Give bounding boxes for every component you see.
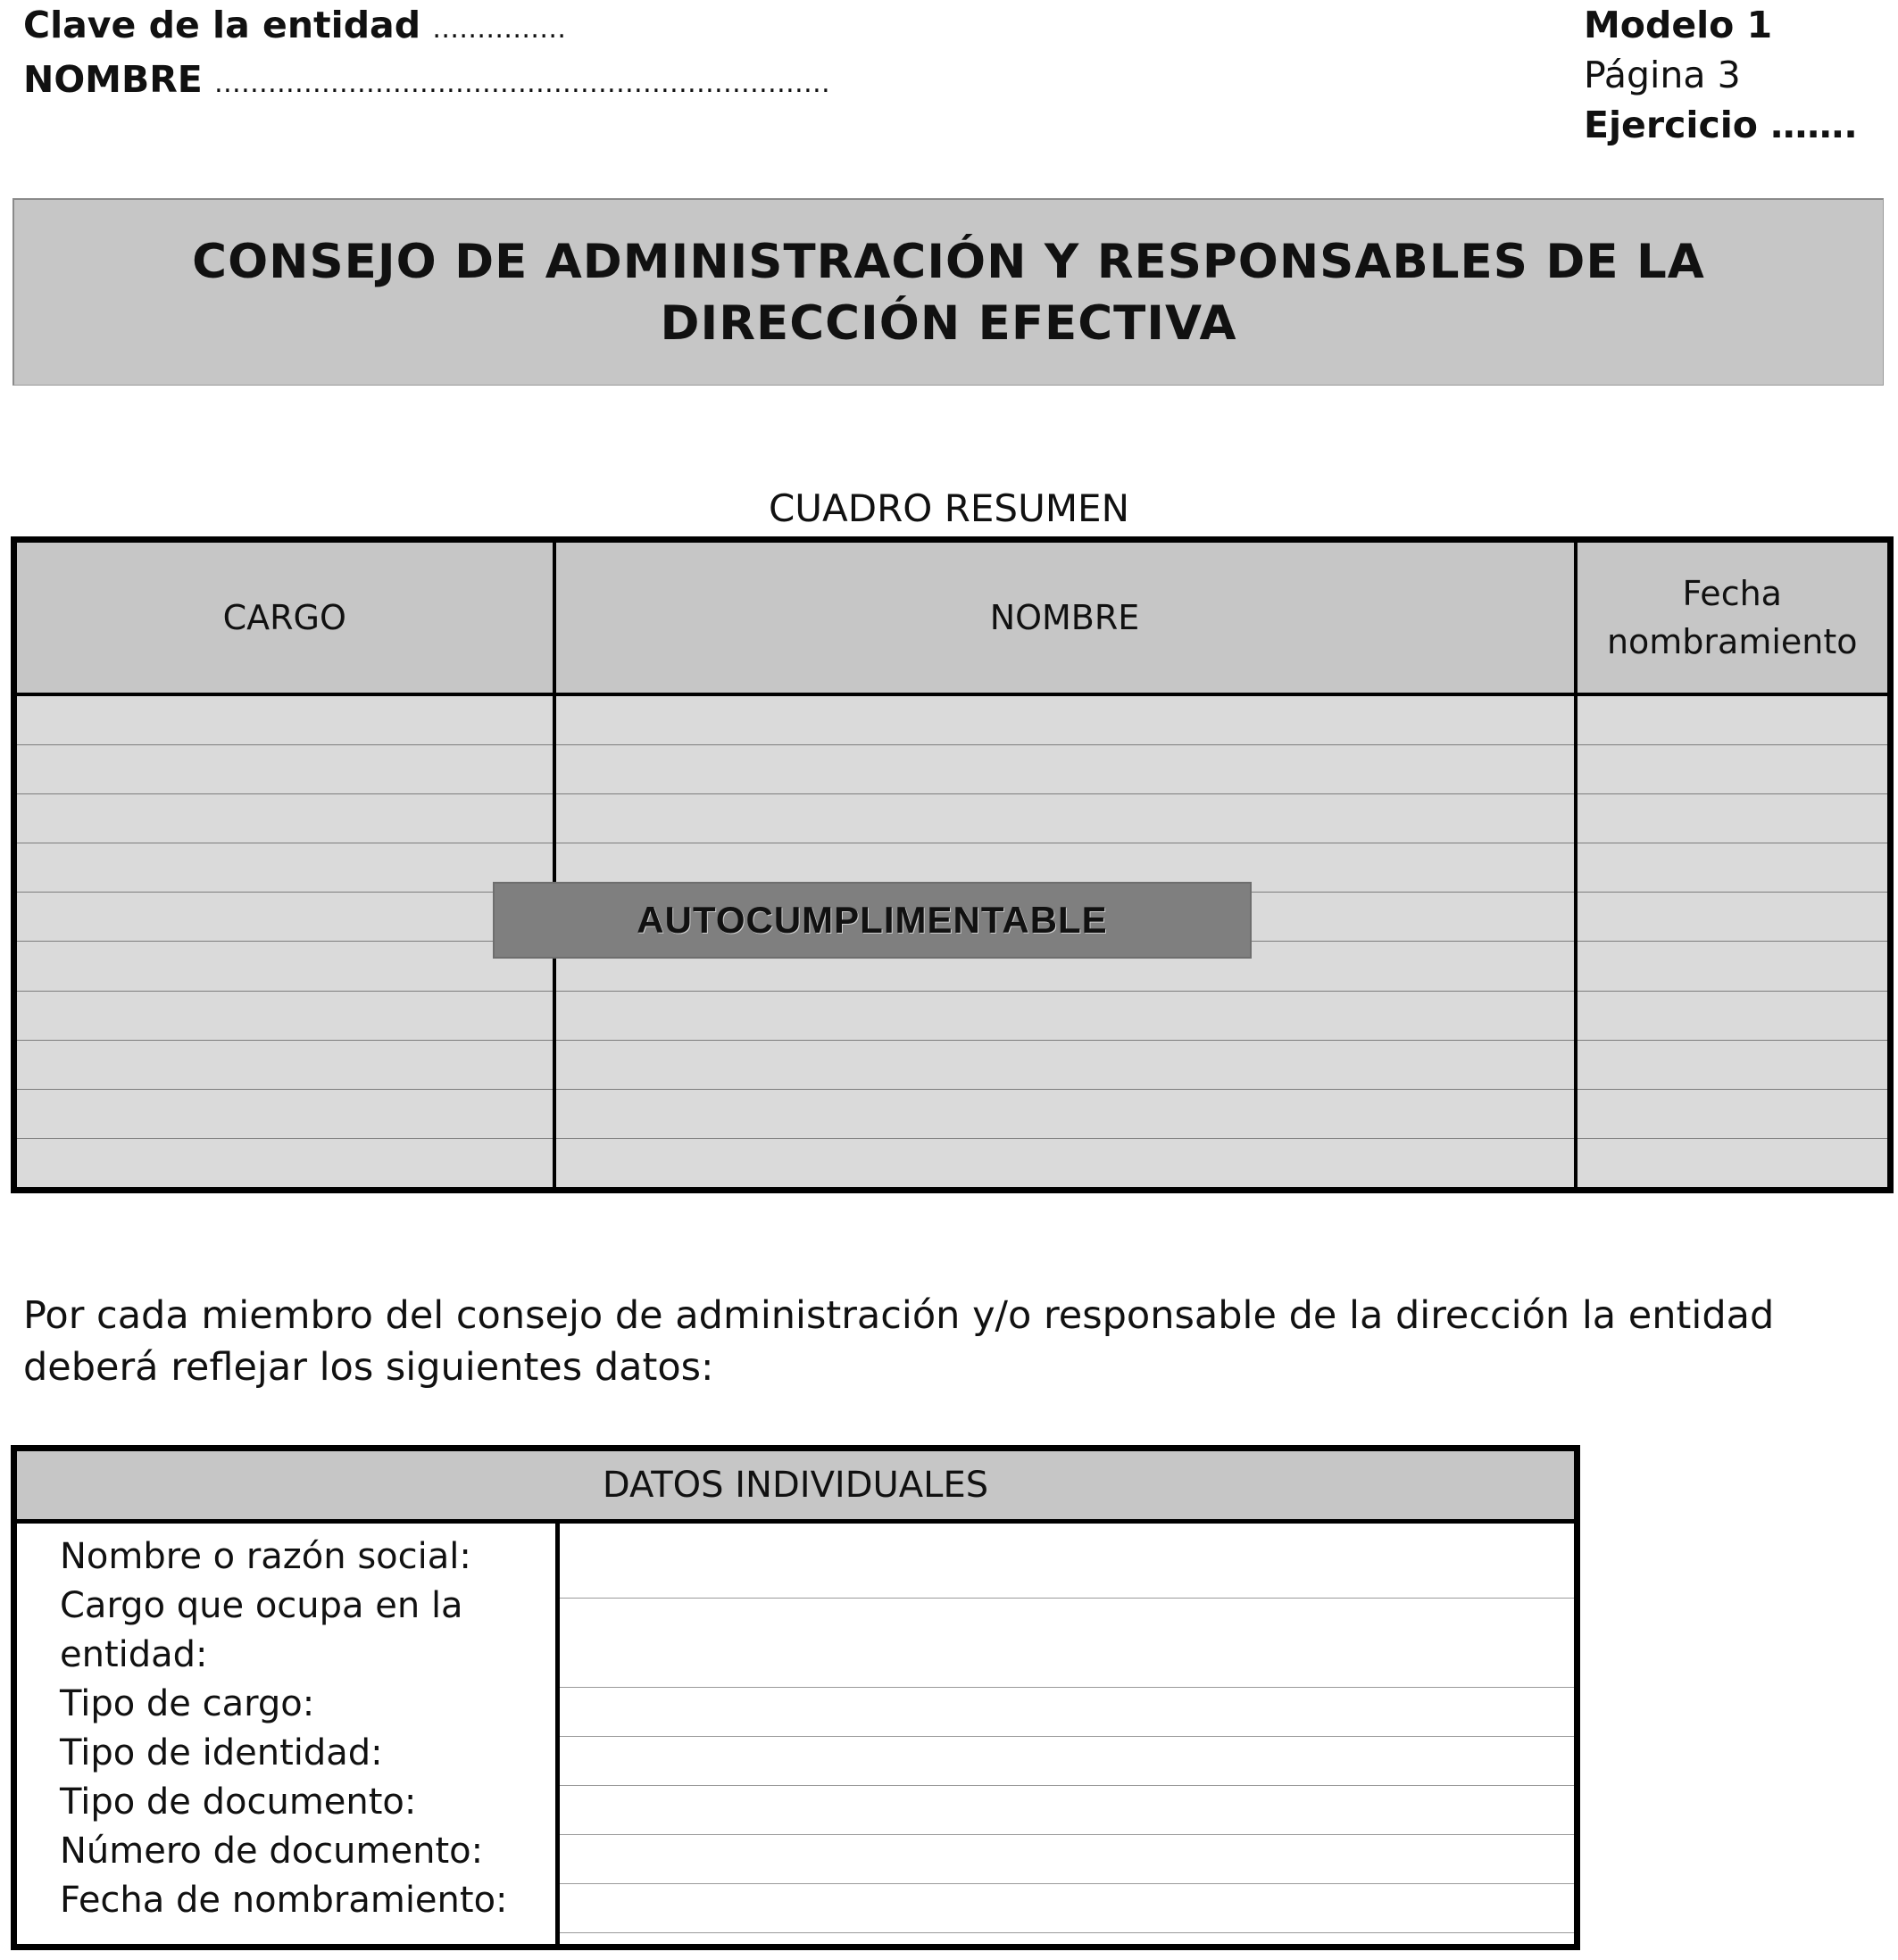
table-row [14, 794, 1891, 843]
instructions-line1: Por cada miembro del consejo de administración y/o responsable de la dirección la entidad [23, 1293, 1775, 1338]
clave-label: Clave de la entidad [23, 4, 421, 46]
nombre-cell[interactable] [554, 1089, 1576, 1138]
cargo-cell[interactable] [14, 942, 554, 991]
cargo-cell[interactable] [14, 1089, 554, 1138]
cargo-cell[interactable] [14, 794, 554, 843]
nombre-cell[interactable] [554, 794, 1576, 843]
instructions-line2: deberá reflejar los siguientes datos: [23, 1345, 714, 1390]
section-title-line1: CONSEJO DE ADMINISTRACIÓN Y RESPONSABLES DE LA [192, 234, 1705, 289]
autocumplimentable-badge: AUTOCUMPLIMENTABLE [493, 882, 1252, 959]
fecha-cell[interactable] [1576, 745, 1891, 794]
datos-individuales-table [11, 1445, 1580, 1950]
field-tipo-identidad[interactable] [560, 1737, 1574, 1786]
pagina-label: Página 3 [1584, 54, 1741, 96]
field-cargo-ocupa[interactable] [560, 1599, 1574, 1688]
field-fecha-nombramiento[interactable] [560, 1884, 1574, 1933]
nombre-cell[interactable] [554, 694, 1576, 745]
cargo-cell[interactable] [14, 843, 554, 893]
section-title-line2: DIRECCIÓN EFECTIVA [660, 295, 1237, 351]
table-row [14, 1089, 1891, 1138]
cargo-cell[interactable] [14, 1040, 554, 1089]
instructions-paragraph [23, 1290, 1880, 1393]
cargo-cell[interactable] [14, 694, 554, 745]
cuadro-resumen-title: CUADRO RESUMEN [768, 486, 1130, 530]
entity-header [23, 0, 830, 109]
fecha-cell[interactable] [1576, 942, 1891, 991]
table-row [14, 694, 1891, 745]
label-tipo-documento: Tipo de documento: [60, 1781, 417, 1823]
table-row [14, 745, 1891, 794]
cargo-cell[interactable] [14, 1138, 554, 1190]
nombre-line [23, 54, 830, 109]
field-tipo-cargo[interactable] [560, 1688, 1574, 1737]
modelo-label: Modelo 1 [1584, 4, 1773, 46]
datos-labels-column [17, 1524, 560, 1950]
cargo-cell[interactable] [14, 893, 554, 942]
table-row [14, 1040, 1891, 1089]
label-fecha-nombramiento: Fecha de nombramiento: [60, 1880, 508, 1921]
table-row [14, 1138, 1891, 1190]
nombre-dots: …………………………………………………………… [213, 68, 830, 99]
fecha-cell[interactable] [1576, 1138, 1891, 1190]
clave-dots: …………… [432, 13, 567, 45]
datos-fields-column [560, 1524, 1574, 1950]
col-header-nombre: NOMBRE [554, 540, 1576, 695]
nombre-cell[interactable] [554, 1040, 1576, 1089]
nombre-cell[interactable] [554, 1138, 1576, 1190]
fecha-cell[interactable] [1576, 1040, 1891, 1089]
section-title [192, 231, 1705, 354]
datos-individuales-body [17, 1524, 1574, 1950]
col-header-fecha-line2: nombramiento [1606, 622, 1858, 661]
cuadro-resumen-table [11, 536, 1894, 1193]
fecha-cell[interactable] [1576, 1089, 1891, 1138]
nombre-cell[interactable] [554, 991, 1576, 1040]
fecha-cell[interactable] [1576, 694, 1891, 745]
table-header-row [14, 540, 1891, 695]
cargo-cell[interactable] [14, 745, 554, 794]
model-header [1584, 0, 1858, 150]
table-row [14, 991, 1891, 1040]
field-tipo-documento[interactable] [560, 1786, 1574, 1835]
fecha-cell[interactable] [1576, 991, 1891, 1040]
label-nombre-razon: Nombre o razón social: [60, 1536, 471, 1577]
cargo-cell[interactable] [14, 991, 554, 1040]
col-header-cargo: CARGO [14, 540, 554, 695]
fecha-cell[interactable] [1576, 794, 1891, 843]
fecha-cell[interactable] [1576, 893, 1891, 942]
label-numero-documento: Número de documento: [60, 1831, 484, 1872]
label-tipo-cargo: Tipo de cargo: [60, 1683, 315, 1724]
field-numero-documento[interactable] [560, 1835, 1574, 1884]
clave-line [23, 0, 830, 54]
fecha-cell[interactable] [1576, 843, 1891, 893]
label-cargo-ocupa: Cargo que ocupa en la [60, 1585, 463, 1626]
datos-individuales-title: DATOS INDIVIDUALES [17, 1451, 1574, 1524]
ejercicio-label: Ejercicio ……. [1584, 104, 1858, 146]
col-header-fecha-line1: Fecha [1682, 574, 1782, 613]
field-nombre-razon[interactable] [560, 1524, 1574, 1599]
section-banner [12, 198, 1884, 386]
nombre-cell[interactable] [554, 745, 1576, 794]
col-header-fecha [1576, 540, 1891, 695]
nombre-label: NOMBRE [23, 58, 203, 101]
label-cargo-ocupa-cont: entidad: [60, 1634, 208, 1675]
label-tipo-identidad: Tipo de identidad: [60, 1732, 383, 1773]
